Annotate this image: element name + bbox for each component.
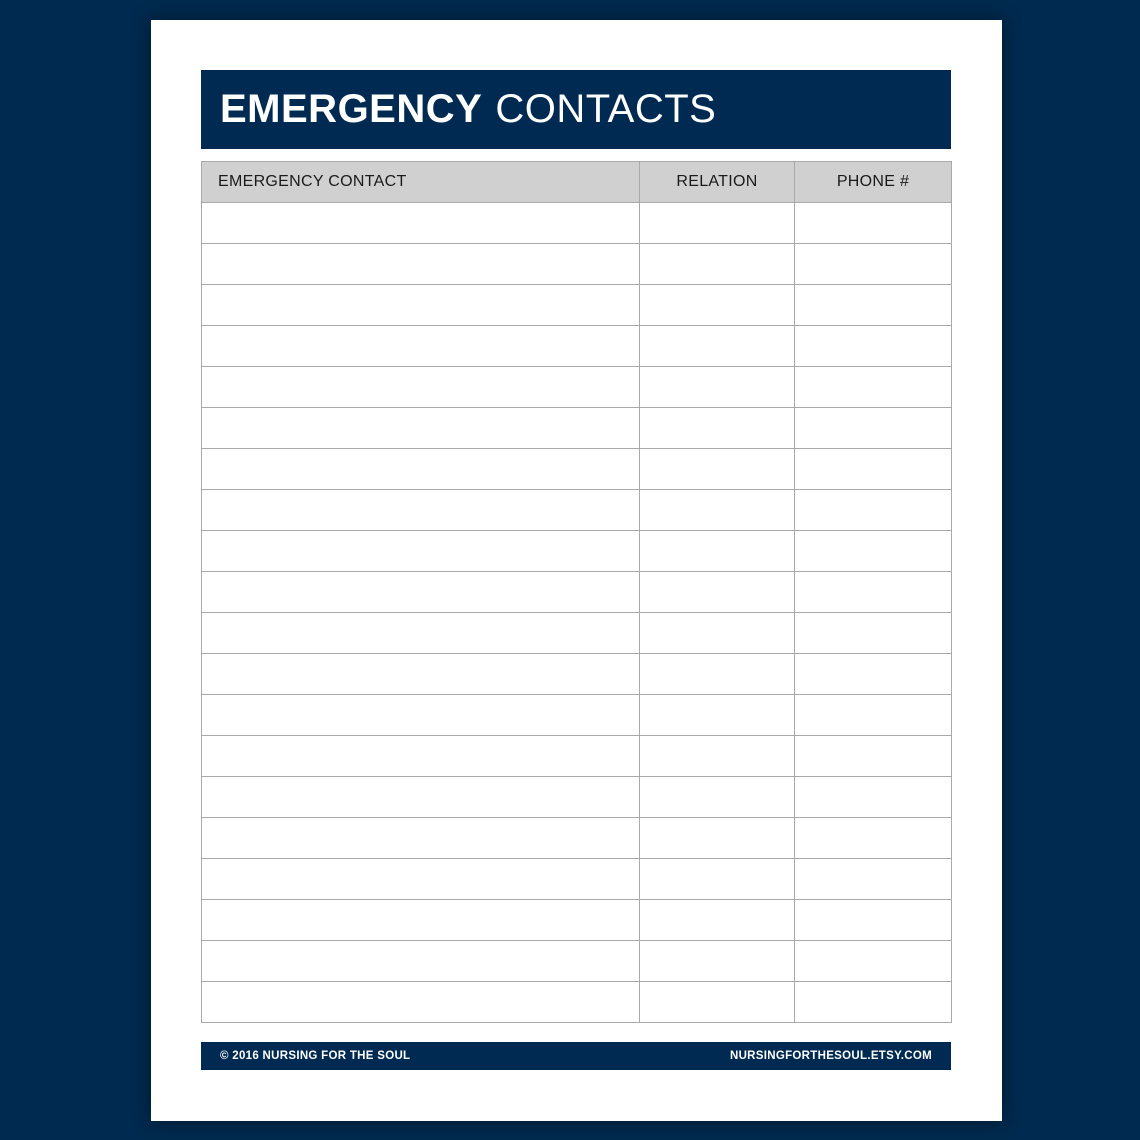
- cell-phone[interactable]: [795, 490, 952, 531]
- table-row: [202, 695, 952, 736]
- printable-page: [151, 20, 1002, 1121]
- column-header-phone: PHONE #: [795, 162, 952, 203]
- cell-emergency-contact[interactable]: [202, 859, 640, 900]
- cell-relation[interactable]: [640, 449, 795, 490]
- column-header-relation: RELATION: [640, 162, 795, 203]
- table-row: [202, 408, 952, 449]
- cell-relation[interactable]: [640, 941, 795, 982]
- table-row: [202, 859, 952, 900]
- cell-phone[interactable]: [795, 859, 952, 900]
- column-header-emergency-contact: EMERGENCY CONTACT: [202, 162, 640, 203]
- cell-emergency-contact[interactable]: [202, 203, 640, 244]
- table-row: [202, 613, 952, 654]
- cell-relation[interactable]: [640, 285, 795, 326]
- table-row: [202, 900, 952, 941]
- cell-emergency-contact[interactable]: [202, 900, 640, 941]
- cell-emergency-contact[interactable]: [202, 408, 640, 449]
- cell-relation[interactable]: [640, 244, 795, 285]
- table-row: [202, 244, 952, 285]
- table-row: [202, 203, 952, 244]
- cell-emergency-contact[interactable]: [202, 613, 640, 654]
- cell-relation[interactable]: [640, 326, 795, 367]
- cell-relation[interactable]: [640, 531, 795, 572]
- table-row: [202, 285, 952, 326]
- cell-relation[interactable]: [640, 777, 795, 818]
- cell-emergency-contact[interactable]: [202, 490, 640, 531]
- footer-bar: [201, 1042, 951, 1070]
- table-header-row: [202, 162, 952, 203]
- cell-relation[interactable]: [640, 982, 795, 1023]
- cell-phone[interactable]: [795, 982, 952, 1023]
- cell-emergency-contact[interactable]: [202, 449, 640, 490]
- table-row: [202, 367, 952, 408]
- cell-emergency-contact[interactable]: [202, 326, 640, 367]
- table-row: [202, 654, 952, 695]
- cell-emergency-contact[interactable]: [202, 572, 640, 613]
- cell-emergency-contact[interactable]: [202, 941, 640, 982]
- table-row: [202, 326, 952, 367]
- footer-website: NURSINGFORTHESOUL.ETSY.COM: [729, 1050, 932, 1062]
- cell-phone[interactable]: [795, 408, 952, 449]
- cell-phone[interactable]: [795, 203, 952, 244]
- title-bold: EMERGENCY: [220, 87, 483, 131]
- contacts-table: [201, 161, 952, 1023]
- cell-relation[interactable]: [640, 203, 795, 244]
- cell-relation[interactable]: [640, 900, 795, 941]
- cell-emergency-contact[interactable]: [202, 654, 640, 695]
- cell-phone[interactable]: [795, 572, 952, 613]
- table-row: [202, 572, 952, 613]
- cell-phone[interactable]: [795, 818, 952, 859]
- cell-phone[interactable]: [795, 900, 952, 941]
- cell-relation[interactable]: [640, 695, 795, 736]
- cell-relation[interactable]: [640, 367, 795, 408]
- cell-phone[interactable]: [795, 531, 952, 572]
- cell-relation[interactable]: [640, 490, 795, 531]
- cell-relation[interactable]: [640, 818, 795, 859]
- cell-relation[interactable]: [640, 654, 795, 695]
- cell-phone[interactable]: [795, 777, 952, 818]
- cell-emergency-contact[interactable]: [202, 695, 640, 736]
- cell-phone[interactable]: [795, 367, 952, 408]
- table-row: [202, 982, 952, 1023]
- cell-emergency-contact[interactable]: [202, 982, 640, 1023]
- cell-emergency-contact[interactable]: [202, 736, 640, 777]
- cell-phone[interactable]: [795, 449, 952, 490]
- table-row: [202, 777, 952, 818]
- cell-relation[interactable]: [640, 613, 795, 654]
- cell-relation[interactable]: [640, 572, 795, 613]
- cell-relation[interactable]: [640, 736, 795, 777]
- cell-phone[interactable]: [795, 613, 952, 654]
- cell-emergency-contact[interactable]: [202, 244, 640, 285]
- cell-emergency-contact[interactable]: [202, 818, 640, 859]
- table-row: [202, 531, 952, 572]
- cell-phone[interactable]: [795, 695, 952, 736]
- table-row: [202, 736, 952, 777]
- table-body: [202, 203, 952, 1023]
- cell-phone[interactable]: [795, 285, 952, 326]
- cell-emergency-contact[interactable]: [202, 531, 640, 572]
- cell-relation[interactable]: [640, 859, 795, 900]
- cell-emergency-contact[interactable]: [202, 285, 640, 326]
- title-light: CONTACTS: [495, 87, 717, 131]
- title-bar: [201, 70, 951, 149]
- cell-phone[interactable]: [795, 941, 952, 982]
- cell-emergency-contact[interactable]: [202, 777, 640, 818]
- cell-emergency-contact[interactable]: [202, 367, 640, 408]
- footer-copyright: © 2016 NURSING FOR THE SOUL: [220, 1050, 411, 1062]
- cell-phone[interactable]: [795, 736, 952, 777]
- cell-relation[interactable]: [640, 408, 795, 449]
- cell-phone[interactable]: [795, 654, 952, 695]
- table-row: [202, 941, 952, 982]
- cell-phone[interactable]: [795, 244, 952, 285]
- cell-phone[interactable]: [795, 326, 952, 367]
- table-row: [202, 818, 952, 859]
- table-row: [202, 449, 952, 490]
- table-row: [202, 490, 952, 531]
